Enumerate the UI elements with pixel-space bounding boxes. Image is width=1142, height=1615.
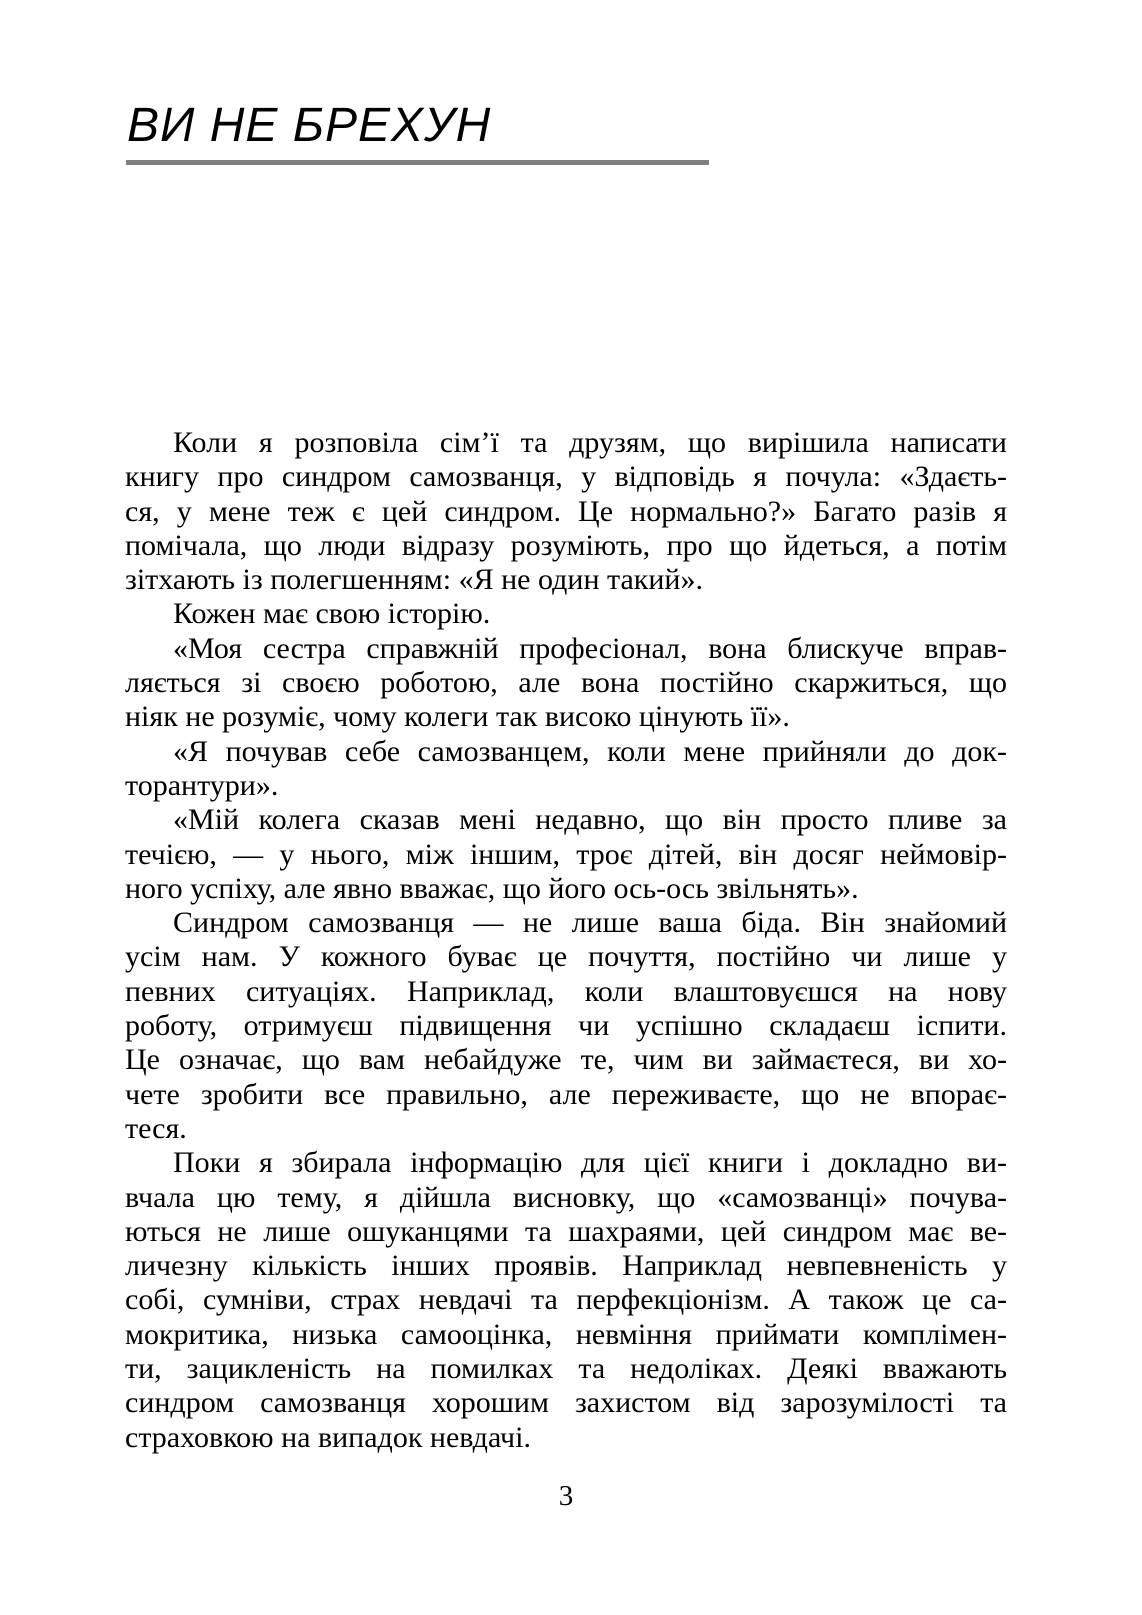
text-line: синдром самозванця хорошим захистом від зарозумілості та <box>125 1386 1007 1420</box>
text-line: ються не лише ошуканцями та шахраями, цей синдром має ве- <box>125 1214 1007 1248</box>
paragraph <box>125 597 1007 631</box>
page-number: 3 <box>558 1480 574 1512</box>
paragraph <box>125 426 1007 597</box>
text-line: Кожен має свою історію. <box>173 597 491 631</box>
text-line: усім нам. У кожного буває це почуття, постійно чи лише у <box>125 940 1007 974</box>
text-line: роботу, отримуєш підвищення чи успішно складаєш іспити. <box>125 1009 1007 1043</box>
text-line: мокритика, низька самооцінка, невміння приймати комплімен- <box>125 1317 1007 1351</box>
text-line: «Моя сестра справжній професіонал, вона блискуче вправ- <box>173 631 1007 665</box>
text-line: ніяк не розуміє, чому колеги так високо цінують її». <box>125 700 790 734</box>
text-line: «Я почував себе самозванцем, коли мене прийняли до док- <box>173 734 1007 768</box>
text-line: Коли я розповіла сім’ї та друзям, що вирішила написати <box>173 426 1007 459</box>
text-line: Синдром самозванця — не лише ваша біда. Він знайомий <box>173 906 1007 940</box>
text-line: течією, — у нього, між іншим, троє дітей, він досяг неймовір- <box>125 837 1007 871</box>
text-line: чете зробити все правильно, але переживаєте, що не впорає- <box>125 1077 1007 1111</box>
paragraph <box>125 803 1007 906</box>
text-line: торантури». <box>125 768 279 802</box>
text-line: личезну кількість інших проявів. Наприклад невпевненість у <box>125 1249 1007 1283</box>
text-line: ляється зі своєю роботою, але вона постійно скаржиться, що <box>125 666 1007 700</box>
paragraph <box>125 906 1007 1146</box>
text-line: ти, зацикленість на помилках та недоліках. Деякі вважають <box>125 1352 1007 1386</box>
text-line: ся, у мене теж є цей синдром. Це нормально?» Багато разів я <box>125 494 1007 528</box>
paragraph <box>125 735 1007 804</box>
text-line: Це означає, що вам небайдуже те, чим ви займаєтеся, ви хо- <box>125 1043 1007 1077</box>
text-line: собі, сумніви, страх невдачі та перфекціонізм. А також це са- <box>125 1283 1007 1317</box>
text-line: певних ситуаціях. Наприклад, коли влаштовуєшся на нову <box>125 974 1007 1008</box>
text-line: зітхають із полегшенням: «Я не один такий». <box>125 563 703 597</box>
text-line: теся. <box>125 1111 187 1145</box>
paragraph <box>125 1146 1007 1455</box>
text-line: «Мій колега сказав мені недавно, що він просто пливе за <box>173 803 1007 837</box>
paragraph <box>125 632 1007 735</box>
text-line: ного успіху, але явно вважає, що його ось-ось звільнять». <box>125 871 859 905</box>
chapter-title: ВИ НЕ БРЕХУН <box>127 99 492 152</box>
text-line: помічала, що люди відразу розуміють, про що йдеться, а потім <box>125 528 1007 562</box>
text-line: книгу про синдром самозванця, у відповідь я почула: «Здаєть- <box>125 460 1007 494</box>
text-line: Поки я збирала інформацію для цієї книги і докладно ви- <box>173 1146 1007 1180</box>
body-text <box>125 426 1007 1455</box>
text-line: вчала цю тему, я дійшла висновку, що «самозванці» почува- <box>125 1180 1007 1214</box>
text-line: страховкою на випадок невдачі. <box>125 1420 531 1454</box>
title-rule <box>126 160 709 165</box>
